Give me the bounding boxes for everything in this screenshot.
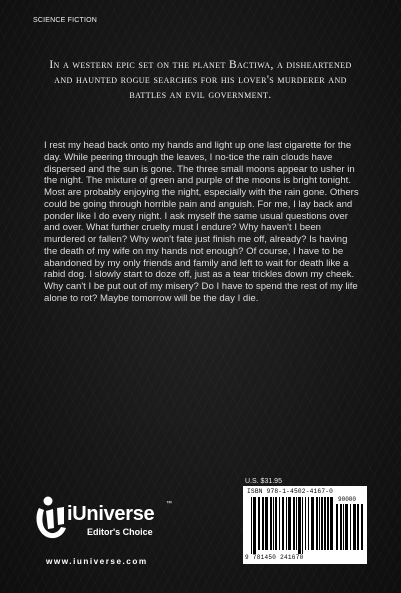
genre-label: SCIENCE FICTION [33,17,98,24]
trademark-symbol: ™ [166,501,172,507]
imprint-label: Editor's Choice [87,527,153,537]
iuniverse-logo-icon [33,495,69,541]
blurb-text: I rest my head back onto my hands and light up one last cigarette for the day. While peering through the leaves, I no-tice the rain clouds have dispersed and the sun is gone. The three small moons appear to usher in the night. The mixture of green and purple of the moons is bright tonight. Most are probably enjoying the night, especially with the rain gone. Others could be going through horrible pain and anguish. For me, I lay back and ponder like I do every night. I ask myself the same usual questions over and over. What further cruelty must I endure? Why haven't I been murdered or fallen? Why won't fate just finish me off, already? Is having the death of my wife on my hands not enough? Of course, I have to be abandoned by my only friends and family and left to wait for death like a rabid dog. I slowly start to doze off, just as a tear trickles down my cheek. Why can't I be put out of my misery? Do I have to spend the rest of my life alone to rot? Maybe tomorrow will be the day I die. [44,140,359,304]
barcode-bars [251,497,333,554]
price-label: U.S. $31.95 [245,478,282,485]
isbn-text: ISBN 978-1-4502-4167-0 [247,488,334,495]
barcode-ean-digits: 9 781450 241670 [245,554,304,561]
isbn-barcode [243,486,367,564]
publisher-website: www.iuniverse.com [46,557,148,566]
tagline: In a western epic set on the planet Bactiwa, a disheartened and haunted rogue searches for his lover's murderer and battles an evil government. [49,59,352,101]
publisher-name: iUniverse [67,503,155,525]
barcode-addon-bars [336,504,363,554]
barcode-addon-digits: 90000 [338,496,357,503]
publisher-logo [33,495,183,545]
